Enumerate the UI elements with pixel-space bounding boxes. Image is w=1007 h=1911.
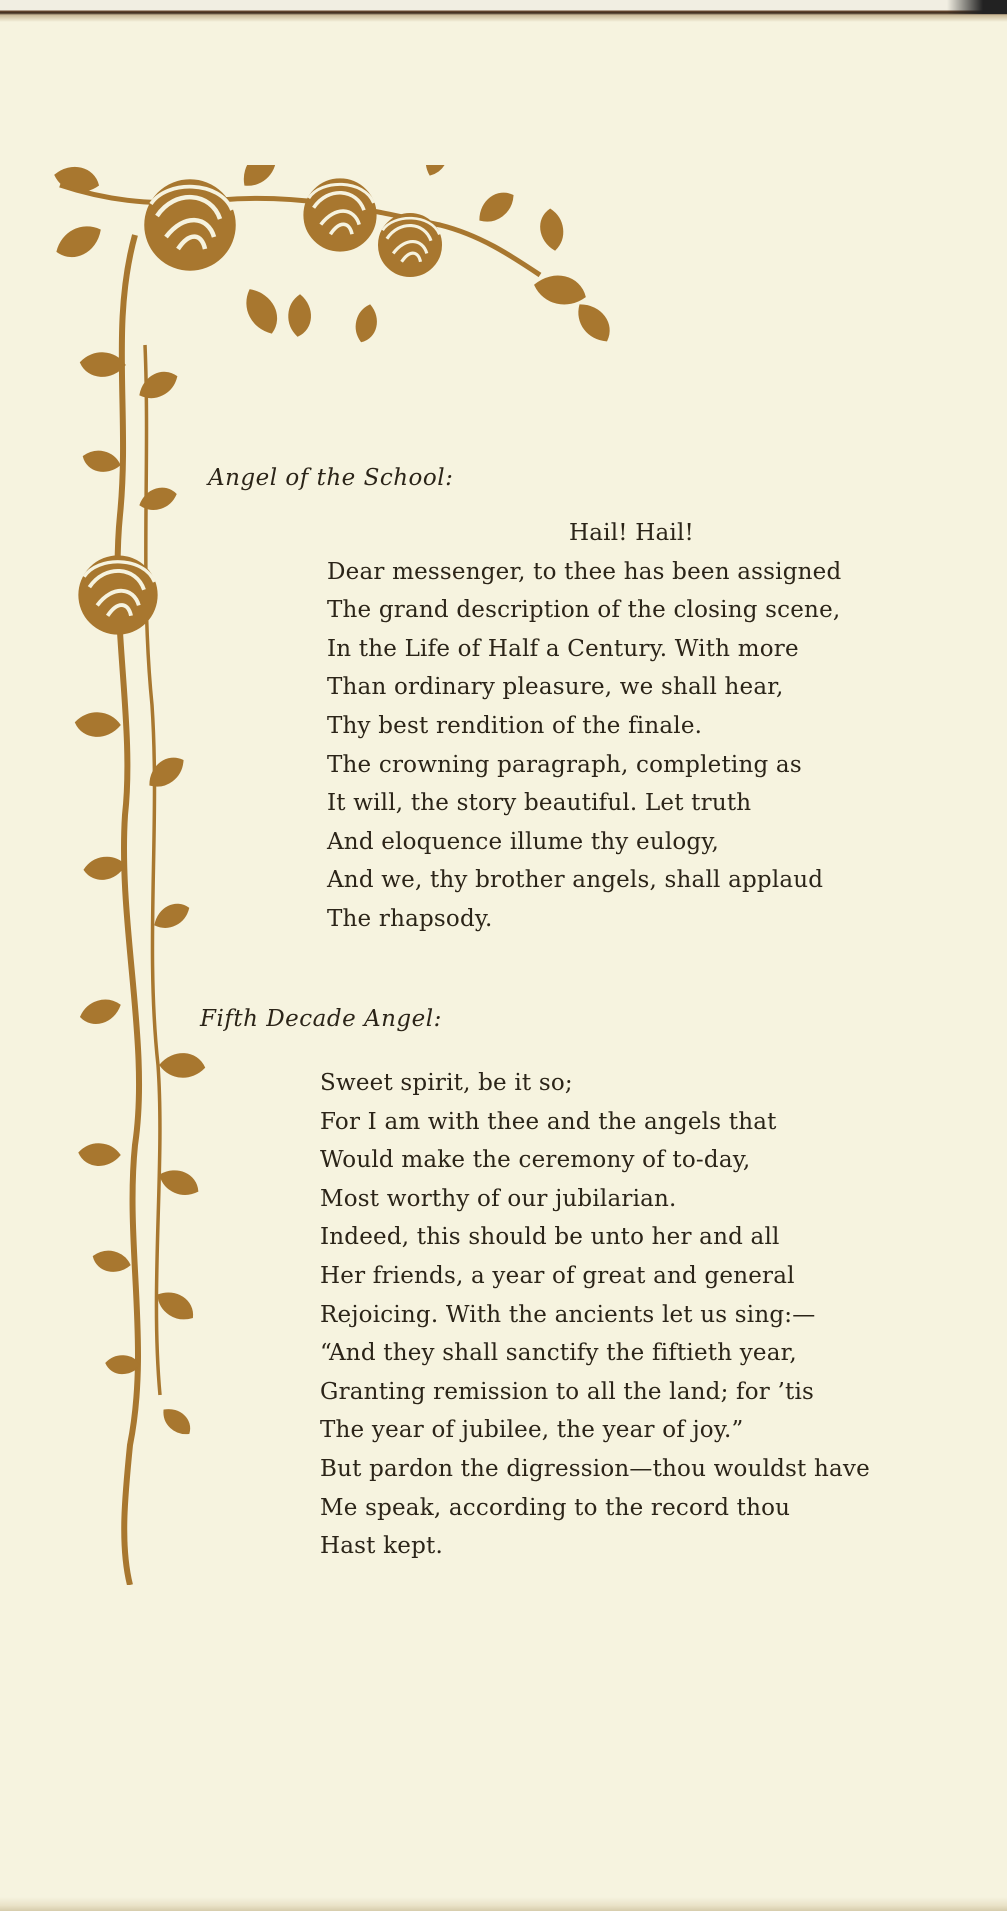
- verse-line: Her friends, a year of great and general: [320, 1262, 795, 1289]
- verse-line: Dear messenger, to thee has been assigned: [327, 558, 842, 585]
- verse-line: Indeed, this should be unto her and all: [320, 1224, 780, 1251]
- verse-line: In the Life of Half a Century. With more: [327, 635, 799, 662]
- verse-line: And we, thy brother angels, shall applaud: [327, 867, 824, 894]
- verse-line: It will, the story beautiful. Let truth: [327, 790, 752, 817]
- page-bottom-edge: [0, 1897, 1007, 1911]
- verse-line: Hail! Hail!: [569, 520, 694, 546]
- verse-line: And eloquence illume thy eulogy,: [327, 828, 720, 855]
- verse-line: Me speak, according to the record thou: [320, 1494, 791, 1521]
- page-top-edge: [0, 0, 1007, 22]
- verse-line: The rhapsody.: [327, 905, 493, 932]
- verse-line: But pardon the digression—thou wouldst have: [320, 1455, 870, 1482]
- verse-line: Would make the ceremony of to-day,: [320, 1147, 751, 1174]
- verse-line: Hast kept.: [320, 1533, 443, 1560]
- verse-line: “And they shall sanctify the fiftieth year,: [320, 1340, 797, 1367]
- scan-shadow: [947, 0, 1007, 14]
- verse-stanza-2: [320, 1064, 870, 1566]
- verse-line: The year of jubilee, the year of joy.”: [320, 1417, 744, 1444]
- verse-line: Granting remission to all the land; for ’tis: [320, 1378, 815, 1405]
- verse-line: Thy best rendition of the finale.: [327, 712, 703, 739]
- speaker-fifth-decade-angel: Fifth Decade Angel:: [200, 1006, 442, 1032]
- verse-line: Than ordinary pleasure, we shall hear,: [327, 674, 784, 701]
- verse-line: The grand description of the closing scene,: [327, 597, 841, 624]
- verse-line: For I am with thee and the angels that: [320, 1108, 777, 1135]
- verse-line: Sweet spirit, be it so;: [320, 1070, 573, 1096]
- verse-stanza-1: [327, 514, 841, 939]
- verse-line: The crowning paragraph, completing as: [327, 751, 802, 778]
- verse-line: Most worthy of our jubilarian.: [320, 1185, 677, 1212]
- verse-line: Rejoicing. With the ancients let us sing:—: [320, 1301, 816, 1328]
- speaker-angel-of-the-school: Angel of the School:: [208, 465, 454, 491]
